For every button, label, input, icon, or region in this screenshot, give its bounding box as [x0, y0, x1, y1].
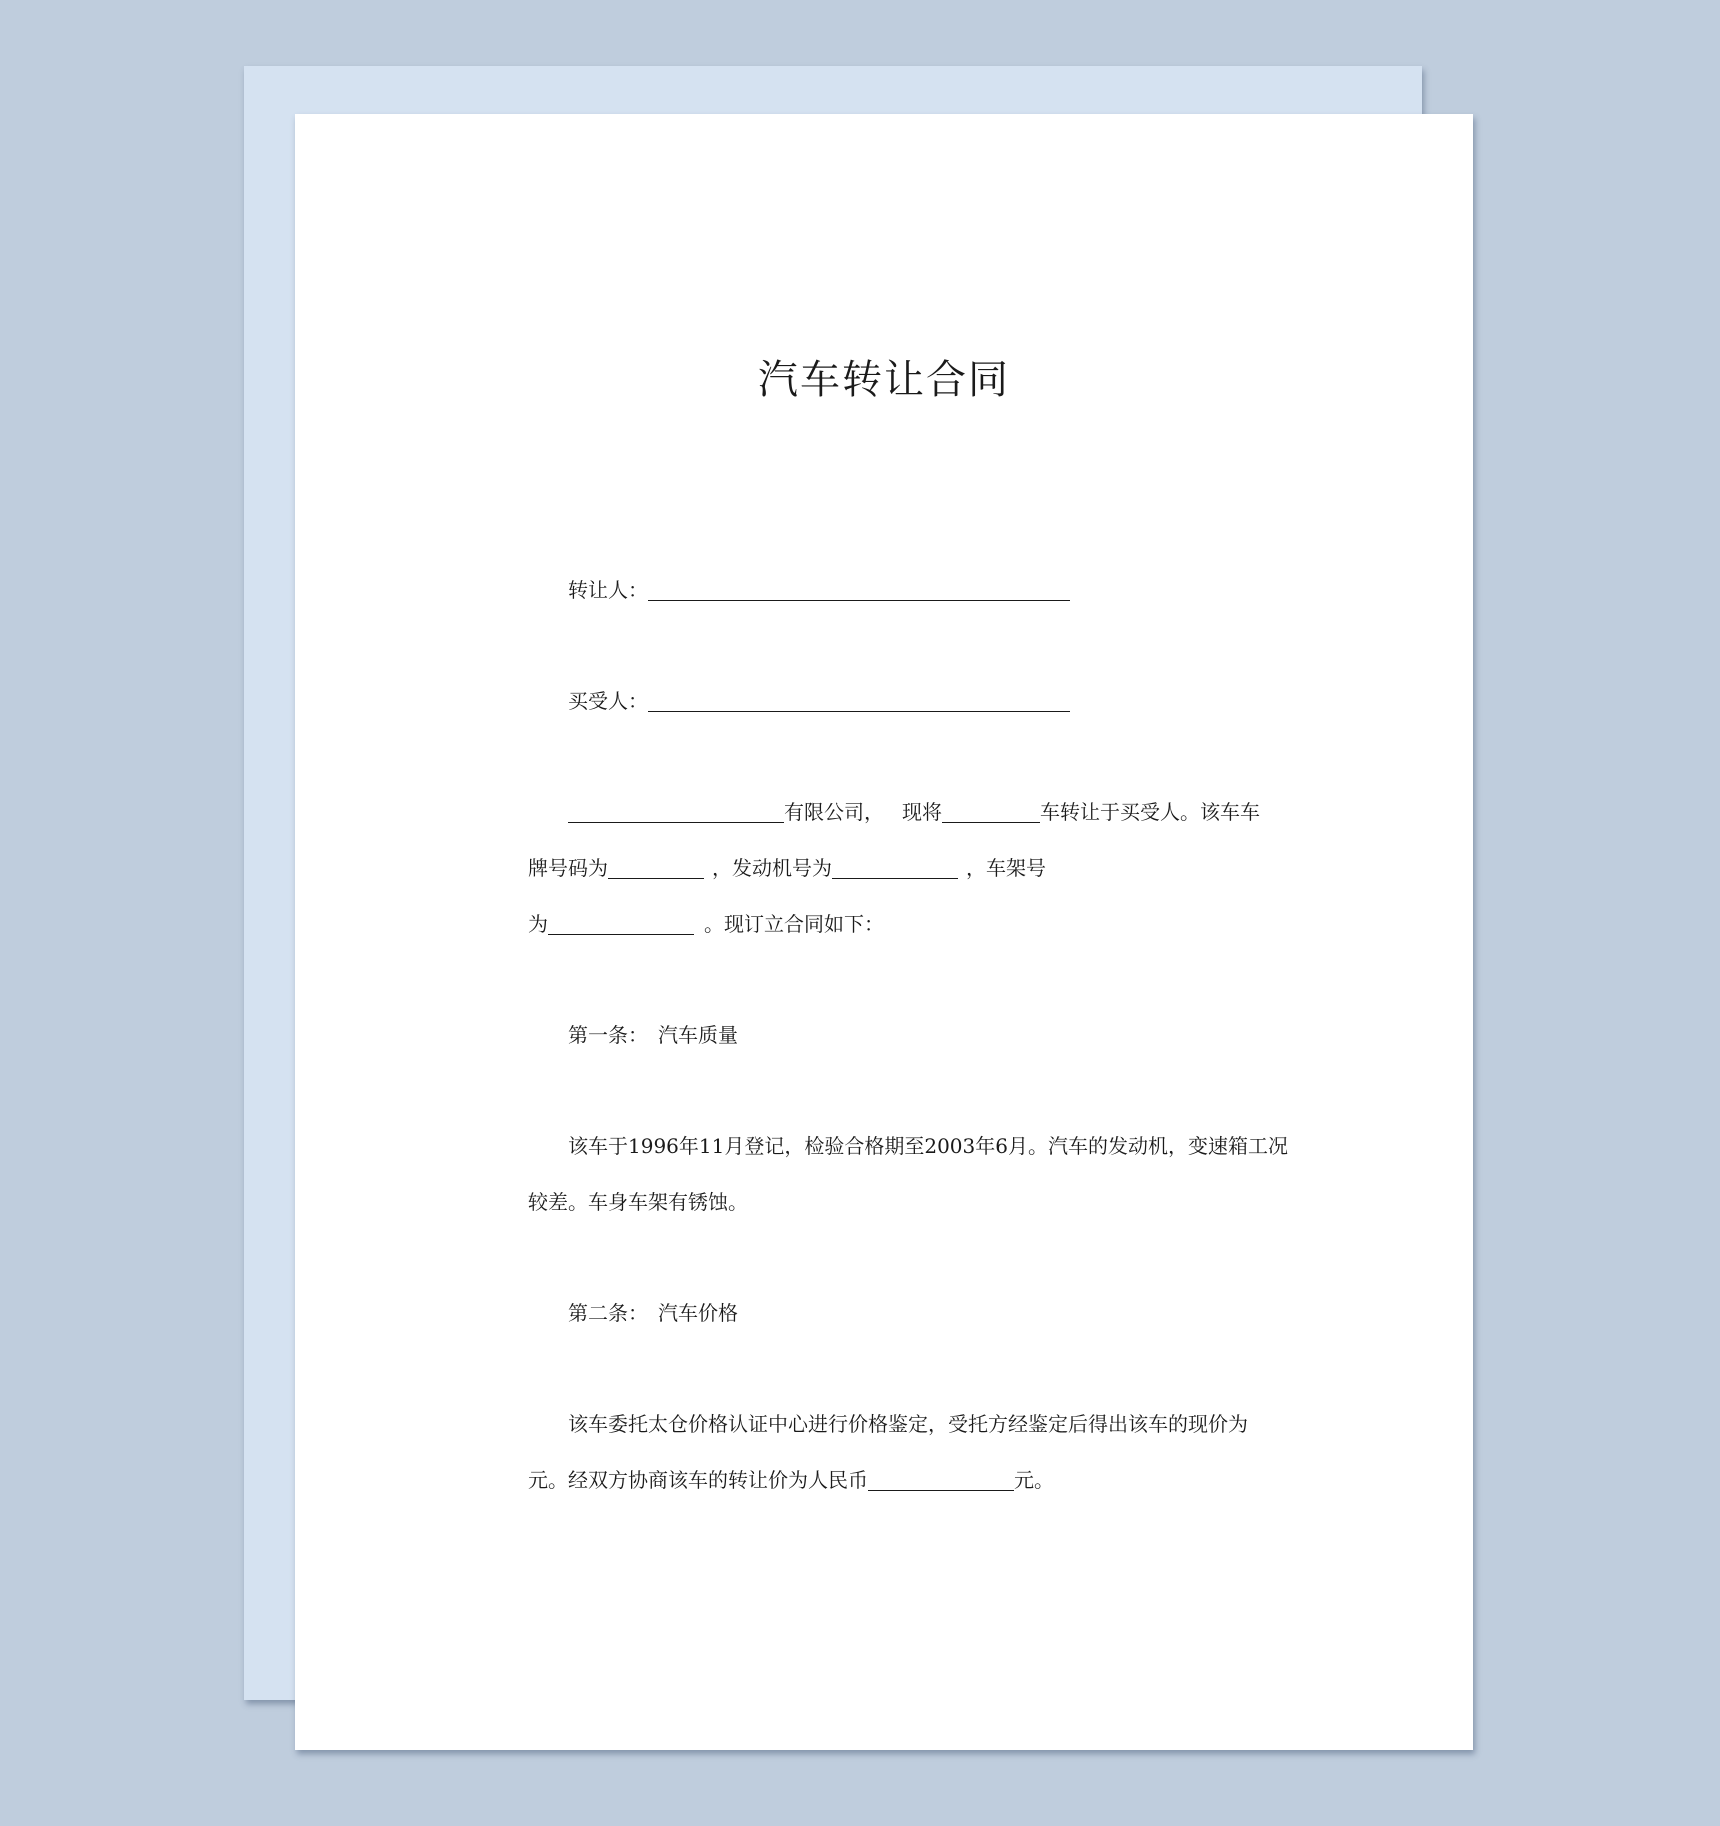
article1-number: 第一条：	[568, 1023, 648, 1047]
plate-label: 牌号码为	[528, 856, 608, 880]
price-unit: 元。	[1014, 1468, 1054, 1492]
company-blank	[568, 802, 784, 823]
article1-title: 汽车质量	[658, 1023, 738, 1047]
engine-label: ，发动机号为	[712, 856, 832, 880]
document-title: 汽车转让合同	[758, 357, 1010, 403]
article2-title: 汽车价格	[658, 1301, 738, 1325]
transferor-blank	[648, 580, 1070, 601]
frame-for: 为	[528, 912, 548, 936]
transfer-text: 车转让于买受人。该车车	[1040, 800, 1260, 824]
car-model-blank	[942, 802, 1040, 823]
article2-number: 第二条：	[568, 1301, 648, 1325]
intro-closing: 。现订立合同如下：	[704, 912, 884, 936]
intro-line-3	[528, 910, 1240, 938]
company-suffix: 有限公司，	[784, 800, 884, 824]
engine-blank	[832, 858, 958, 879]
article1-text-1: 该车于1996年11月登记，检验合格期至2003年6月。汽车的发动机，变速箱工况	[568, 1134, 1288, 1158]
intro-line-2	[528, 854, 1240, 882]
frame-label: ，车架号	[966, 856, 1046, 880]
transferee-label: 买受人：	[568, 689, 648, 713]
article1-heading	[528, 1021, 1280, 1049]
plate-blank	[608, 858, 704, 879]
article2-text-2	[528, 1466, 1240, 1494]
transferor-label: 转让人：	[568, 578, 648, 602]
price-blank	[868, 1470, 1014, 1491]
intro-line-1	[528, 798, 1280, 826]
price-label: 元。经双方协商该车的转让价为人民币	[528, 1468, 868, 1492]
frame-blank	[548, 914, 694, 935]
article1-text-2: 较差。车身车架有锈蚀。	[528, 1190, 748, 1214]
now-label: 现将	[902, 800, 942, 824]
transferee-line	[528, 687, 1280, 715]
transferor-line	[528, 576, 1280, 604]
article2-heading	[528, 1299, 1280, 1327]
document-page	[295, 114, 1473, 1750]
transferee-blank	[648, 691, 1070, 712]
article2-text-1: 该车委托太仓价格认证中心进行价格鉴定，受托方经鉴定后得出该车的现价为	[568, 1412, 1248, 1436]
